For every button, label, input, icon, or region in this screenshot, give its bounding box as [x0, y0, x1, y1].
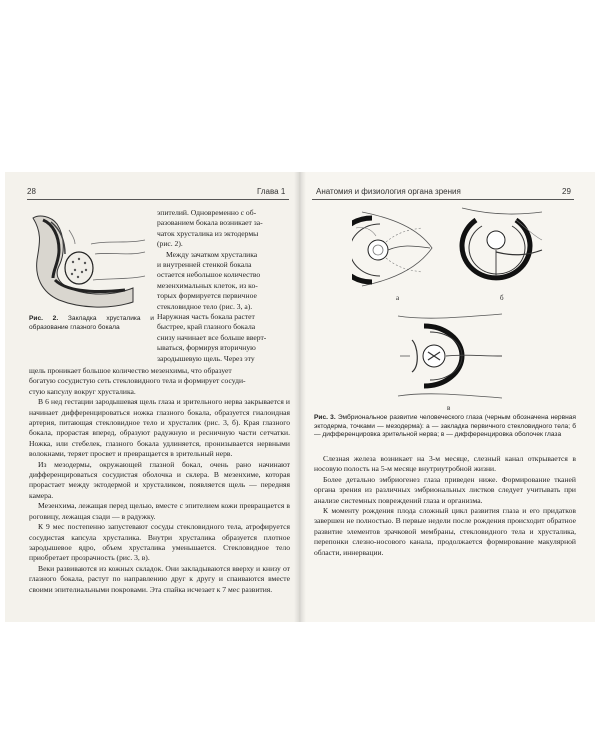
narrow-line: ываться, формируя вторичную — [157, 343, 256, 353]
narrow-line: быстрее, край глазного бокала — [157, 322, 256, 332]
chapter-title: Глава 1 — [257, 187, 286, 196]
figure-2-caption — [29, 315, 154, 332]
narrow-line: эпителий. Одновременно с об- — [157, 208, 257, 217]
narrow-line: и внутренней стенкой бокала — [157, 260, 252, 270]
narrow-line: чаток хрусталика из эктодермы — [157, 228, 259, 238]
book-gutter-shadow — [294, 172, 306, 622]
right-page — [300, 172, 595, 622]
book-spread — [5, 172, 595, 622]
narrow-line: зародышевую щель. Через эту — [157, 353, 255, 363]
eye-stage-v-drawing — [394, 310, 506, 402]
paragraph: Слезная железа возникает на 3-м месяце, слезный канал открывается в носовую полость на 5-м месяце внутриутробной жизни. — [314, 454, 576, 474]
narrow-line: Наружная часть бокала растет — [157, 312, 255, 322]
figure-3v-label: в — [447, 404, 451, 412]
figure-3v-illustration — [394, 310, 506, 402]
header-rule-left — [27, 199, 289, 200]
figure-3-text: Эмбриональное развитие человеческого глаза (черным обозначена нервная эктодерма, точками — мезодерма): а — закладка первичного стекловидного тела; б — дифференцировка зрительной нерва; в — дифференцировка оболочек глаза — [314, 414, 576, 439]
left-page — [5, 172, 300, 622]
paragraph: Более детально эмбриогенез глаза приведен ниже. Формирование тканей органа зрения из различных эмбриональных листков следует учитывать при анализе системных повреждений глаза и организма. — [314, 474, 576, 505]
figure-3b-illustration — [456, 206, 544, 290]
figure-3a-label: а — [396, 294, 400, 302]
figure-2-label: Рис. 2. — [29, 315, 59, 322]
paragraph: Из мезодермы, окружающей глазной бокал, очень рано начинают дифференцироваться сосудистая оболочка и склера. В мезенхиме, которая прорастает между эктодермой и хрусталиком, появляется щель — передняя камера. — [29, 459, 290, 500]
narrow-line: стекловидное тело (рис. 3, а). — [157, 301, 253, 311]
eye-stage-b-drawing — [456, 206, 544, 290]
header-rule-right — [312, 199, 574, 200]
page-number-left: 28 — [27, 187, 36, 196]
narrow-line: (рис. 2). — [157, 239, 183, 249]
full-line: стую капсулу вокруг хрусталика. — [29, 386, 136, 396]
full-line: богатую сосудистую сеть стекловидного тела и формирует сосуди- — [29, 376, 246, 386]
paragraph: В 6 нед гестации зародышевая щель глаза и зрительного нерва закрывается и начинает дифференцироваться ножка глазного бокала, образуется гиалоидная артерия, питающая стекловидное тело и хрусталик (рис. 3, б). Края глазного бокала, прорастая вперед, образуют радужную и ресничную части сетчатки. Ножка, или стебелек, глазного бокала удлиняется, пронизывается нервными волокнами, теряет просвет и превращается в зрительный нерв. — [29, 397, 290, 459]
right-body-text — [314, 454, 576, 558]
narrow-line: разованием бокала возникает за- — [157, 218, 263, 228]
eye-stage-a-drawing — [352, 208, 440, 290]
figure-2-text: Закладка хрусталика и образование глазного бокала — [29, 315, 154, 331]
figure-2-illustration — [29, 210, 149, 310]
paragraph: Мезенхима, лежащая перед щелью, вместе с эпителием кожи превращается в роговицу, лежащая сзади — в радужку. — [29, 501, 290, 521]
figure-3a-illustration — [352, 208, 440, 290]
page-number-right: 29 — [562, 187, 571, 196]
figure-3-caption — [314, 414, 576, 440]
paragraph: К 9 мес постепенно запустевают сосуды стекловидного тела, атрофируется сосудистая капсула хрусталика. Внутри хрусталика образуется плотное зародышевое ядро, объем хрусталика уменьшается. Стекловидное тело приобретает прозрачность (рис. 3, в). — [29, 522, 290, 563]
narrow-text-column — [157, 208, 290, 364]
figure-3-label: Рис. 3. — [314, 414, 336, 421]
narrow-line: торых формируется первичное — [157, 291, 257, 301]
narrow-line: снизу начинает все больше вверт- — [157, 332, 267, 342]
narrow-line: мезенхимальных клеток, из ко- — [157, 280, 258, 290]
narrow-line: Между зачатком хрусталика — [166, 249, 258, 259]
full-line: щель проникает большое количество мезенхимы, что образует — [29, 366, 232, 375]
paragraph: К моменту рождения плода сложный цикл развития глаза и его придатков завершен не полностью. В первые недели после рождения происходит обратное развитие элементов зрачковой мембраны, стекловидного тела и хрусталика, перепонки слезно-носового канала, продолжается формирование макулярной области, иннервации. — [314, 506, 576, 557]
left-body-text — [29, 366, 290, 595]
figure-3b-label: б — [500, 294, 504, 302]
narrow-line: остается небольшое количество — [157, 270, 261, 280]
running-head-right: Анатомия и физиология органа зрения — [316, 187, 461, 196]
paragraph: Веки развиваются из кожных складок. Они закладываются вверху и книзу от глазного бокала, растут по направлению друг к другу и спаиваются вместе своими эпителиальными покровами. Эта спайка исчезает к 7 мес развития. — [29, 563, 290, 594]
eye-cup-drawing — [29, 210, 149, 310]
